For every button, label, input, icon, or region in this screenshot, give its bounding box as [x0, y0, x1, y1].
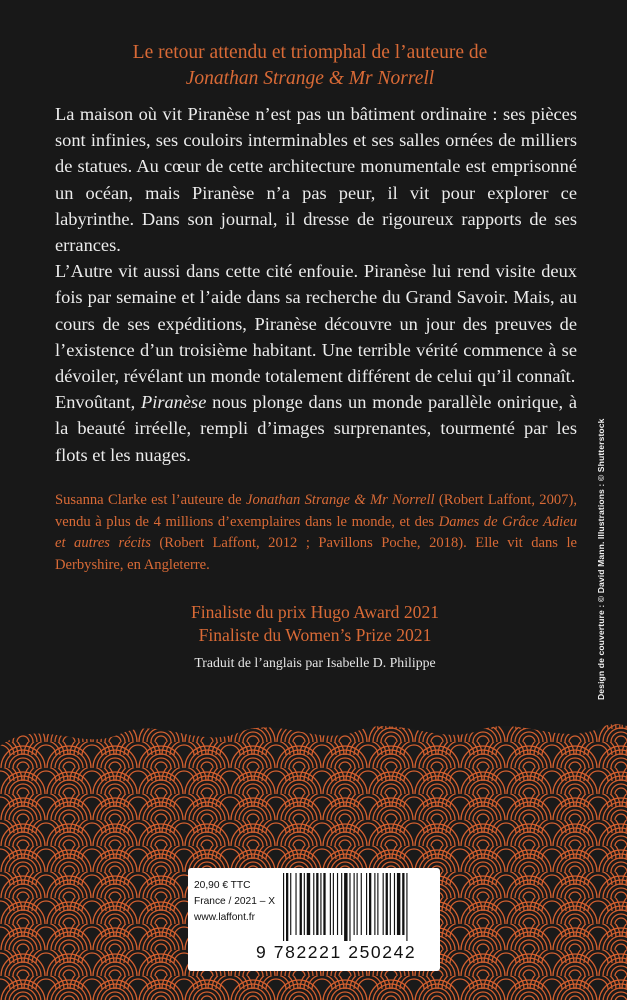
synopsis-p3-rest: nous plonge dans un monde parallèle onirique, à la beauté irréelle, rempli d’images surprenantes, tourmenté par les flots et les nuages.	[55, 392, 577, 465]
prize-list	[60, 601, 570, 647]
barcode-bar	[307, 873, 310, 935]
synopsis-paragraph-1: La maison où vit Piranèse n’est pas un bâtiment ordinaire : ses pièces sont infinies, ses couloirs interminables et ses salles ornées de milliers de statues. Au cœur de cette architecture monumentale est emprisonné un océan, mais Piranèse n’a pas peur, il vit pour explorer ce labyrinthe. Dans son journal, il dresse de rigoureux rapports de ses errances.	[55, 104, 577, 256]
barcode-label	[188, 868, 440, 971]
barcode-bar	[386, 873, 388, 935]
book-title-italic: Piranèse	[140, 392, 207, 413]
synopsis-p3-lead: Envoûtant,	[55, 392, 141, 413]
headline-line-1: Le retour attendu et triomphal de l’auteure de	[132, 42, 488, 63]
price-info	[194, 878, 275, 926]
barcode-bar	[333, 873, 334, 935]
barcode-bar	[304, 873, 305, 935]
cover-design-credit: Design de couverture : © David Mann. Illustrations : © Shutterstock	[596, 418, 606, 700]
barcode-bar	[290, 873, 291, 935]
bio-book-2: Dames de Grâce Adieu et autres récits	[55, 513, 577, 551]
barcode-bar	[337, 873, 338, 935]
edition-code: France / 2021 – X	[194, 896, 275, 907]
barcode-bar	[377, 873, 378, 935]
barcode-bar	[394, 873, 395, 935]
barcode-bar	[344, 873, 347, 941]
barcode-bar	[316, 873, 318, 935]
barcode-bar	[286, 873, 288, 941]
barcode-bar	[357, 873, 358, 935]
barcode-bar	[300, 873, 302, 935]
barcode-bar	[349, 873, 350, 941]
barcode-bar	[313, 873, 314, 935]
barcode-bar	[341, 873, 342, 935]
barcode-bar	[374, 873, 375, 935]
barcode	[281, 873, 431, 941]
synopsis-paragraph-2: L’Autre vit aussi dans cette cité enfouie. Piranèse lui rend visite deux fois par semaine et l’aide dans sa recherche du Grand Savoir. Mais, au cours de ses expéditions, Piranèse découvre un jour des preuves de l’existence d’un troisième habitant. Une terrible vérité commence à se dévoiler, révélant un monde totalement différent de celui qu’il connaît.	[55, 261, 577, 387]
barcode-bar	[366, 873, 367, 935]
barcode-bar	[354, 873, 355, 935]
barcode-bar	[361, 873, 362, 935]
publisher-website: www.laffont.fr	[194, 912, 255, 923]
barcode-bar	[402, 873, 404, 935]
barcode-bar	[390, 873, 391, 935]
translator-credit: Traduit de l’anglais par Isabelle D. Philippe	[194, 655, 436, 670]
barcode-bar	[295, 873, 296, 935]
headline	[60, 40, 560, 92]
bio-text-1: Susanna Clarke est l’auteure de	[55, 492, 246, 508]
barcode-bar	[369, 873, 371, 935]
author-bio	[55, 490, 577, 576]
bio-text-2: (Robert Laffont, 2007), vendu à plus de 4 millions d’exemplaires dans le monde, et des	[55, 492, 577, 530]
bio-book-1: Jonathan Strange & Mr Norrell	[245, 492, 435, 508]
isbn-number: 9 782221 250242	[256, 942, 417, 962]
barcode-bar	[406, 873, 407, 941]
barcode-bar	[397, 873, 400, 935]
synopsis	[55, 101, 577, 468]
headline-line-2: Jonathan Strange & Mr Norrell	[185, 68, 435, 89]
bio-text-3: (Robert Laffont, 2012 ; Pavillons Poche, 2018). Elle vit dans le Derbyshire, en Angleterre.	[55, 535, 577, 573]
barcode-bar	[283, 873, 284, 941]
prize-womens: Finaliste du Women’s Prize 2021	[198, 625, 432, 645]
prize-hugo: Finaliste du prix Hugo Award 2021	[190, 602, 440, 622]
price: 20,90 € TTC	[194, 880, 251, 891]
barcode-bar	[330, 873, 331, 935]
barcode-bar	[320, 873, 321, 935]
synopsis-paragraph-3	[55, 389, 577, 468]
barcode-bar	[323, 873, 325, 935]
barcode-bar	[383, 873, 384, 935]
